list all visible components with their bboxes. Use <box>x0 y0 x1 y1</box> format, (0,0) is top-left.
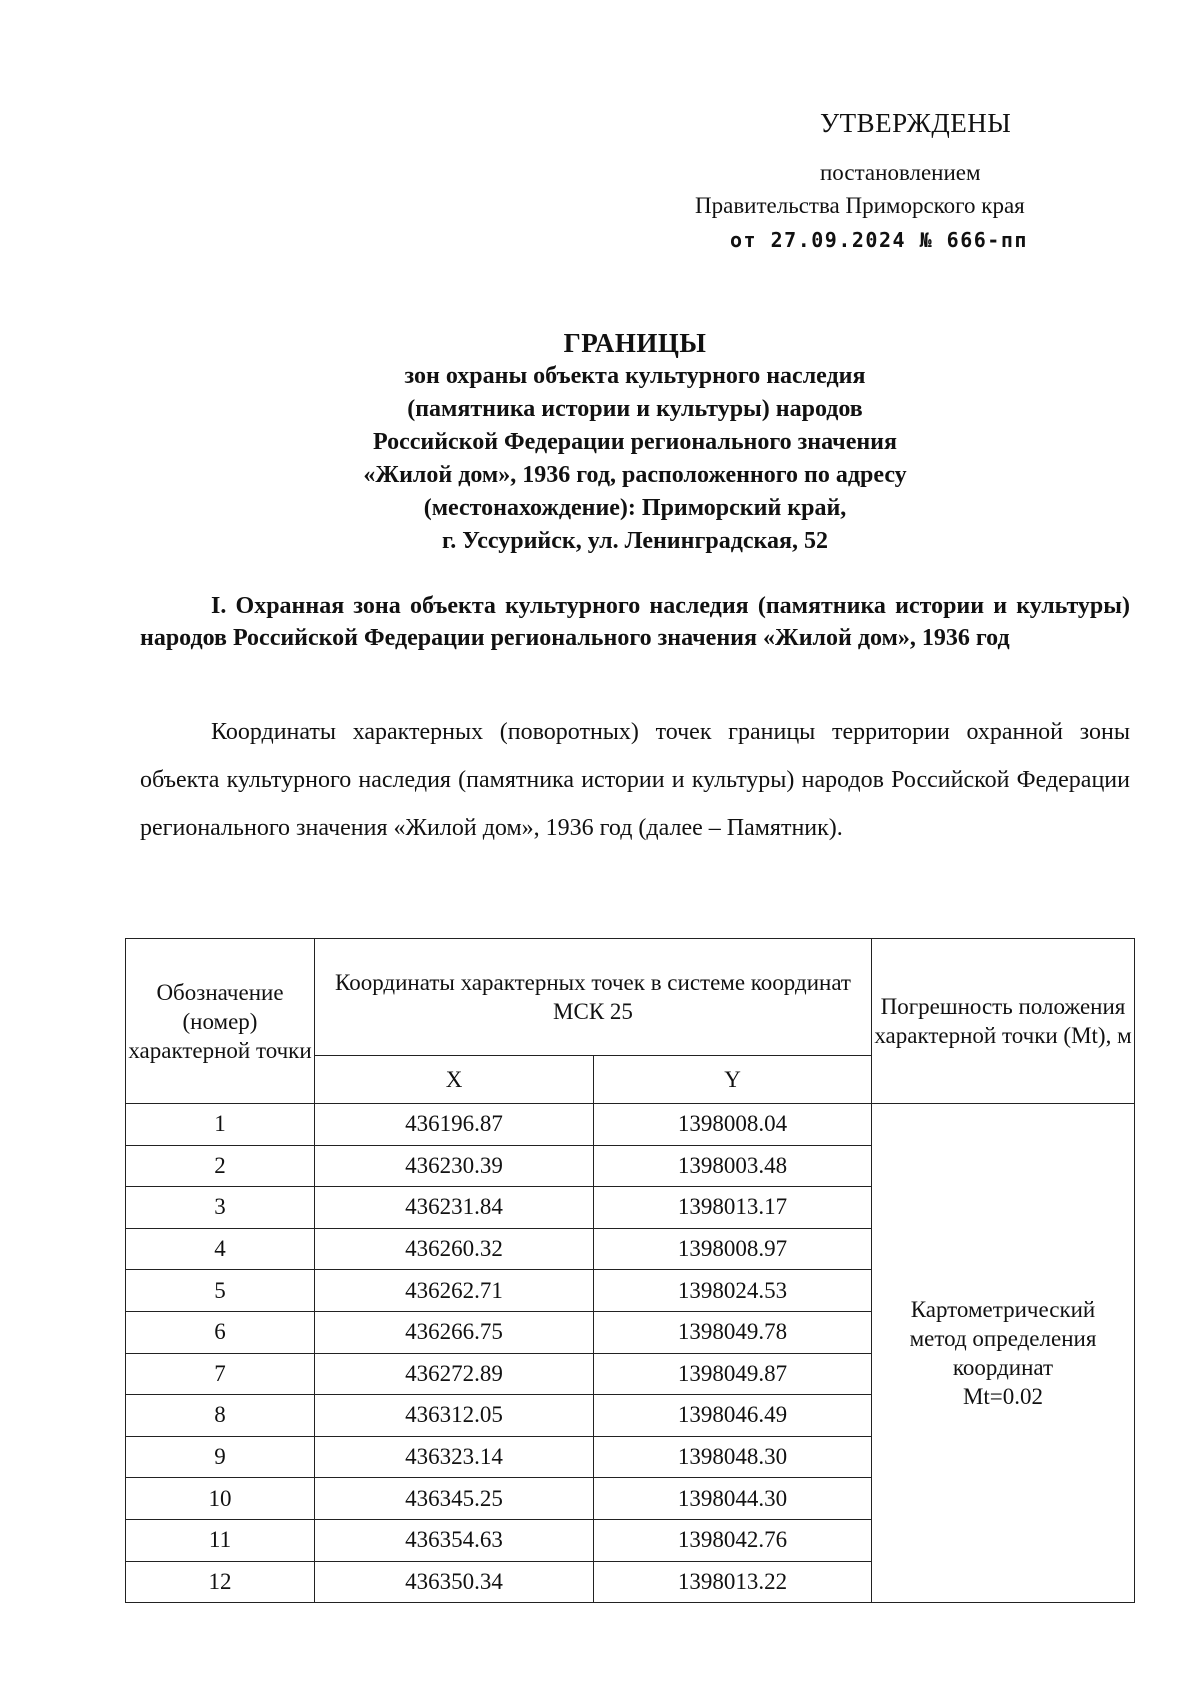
table-row <box>126 1104 1135 1146</box>
coord-x: 436350.34 <box>315 1561 594 1603</box>
approval-line-decree: постановлением <box>820 160 981 185</box>
coord-x: 436196.87 <box>315 1104 594 1146</box>
point-number: 12 <box>126 1561 315 1603</box>
coord-x: 436260.32 <box>315 1228 594 1270</box>
coord-y: 1398024.53 <box>594 1270 872 1312</box>
method-note-line: Картометрический <box>910 1297 1096 1323</box>
point-number: 10 <box>126 1478 315 1520</box>
approval-line-government: Правительства Приморского края <box>695 193 1025 218</box>
document-title: ГРАНИЦЫ <box>563 328 707 358</box>
header-y: Y <box>594 1056 872 1104</box>
heading-line: (местонахождение): Приморский край, <box>423 495 847 521</box>
header-x: X <box>315 1056 594 1104</box>
coord-y: 1398048.30 <box>594 1436 872 1478</box>
coord-y: 1398013.22 <box>594 1561 872 1603</box>
point-number: 3 <box>126 1187 315 1229</box>
method-note-line: координат <box>952 1355 1054 1381</box>
coord-x: 436354.63 <box>315 1519 594 1561</box>
coord-y: 1398003.48 <box>594 1145 872 1187</box>
body-paragraph: Координаты характерных (поворотных) точек границы территории охранной зоны объекта культурного наследия (памятника истории и культуры) народов Российской Федерации регионального значения «Жилой дом», 1936 год (далее – Памятник). <box>140 719 1130 841</box>
method-note-line: Mt=0.02 <box>962 1384 1044 1410</box>
point-number: 7 <box>126 1353 315 1395</box>
header-point-number: Обозначение (номер) характерной точки <box>126 939 315 1104</box>
heading-line: г. Уссурийск, ул. Ленинградская, 52 <box>442 528 828 554</box>
method-note-line: метод определения <box>909 1326 1097 1352</box>
coord-x: 436262.71 <box>315 1270 594 1312</box>
heading-line: зон охраны объекта культурного наследия <box>404 363 866 389</box>
point-number: 8 <box>126 1395 315 1437</box>
coord-x: 436312.05 <box>315 1395 594 1437</box>
heading-line: «Жилой дом», 1936 год, расположенного по адресу <box>363 462 907 488</box>
coord-y: 1398008.04 <box>594 1104 872 1146</box>
section-title: I. Охранная зона объекта культурного наследия (памятника истории и культуры) народов Российской Федерации регионального значения «Жилой дом», 1936 год <box>140 593 1130 651</box>
coord-y: 1398044.30 <box>594 1478 872 1520</box>
heading-line: Российской Федерации регионального значения <box>373 429 897 455</box>
coord-y: 1398008.97 <box>594 1228 872 1270</box>
point-number: 11 <box>126 1519 315 1561</box>
point-number: 9 <box>126 1436 315 1478</box>
coord-y: 1398013.17 <box>594 1187 872 1229</box>
header-error: Погрешность положения характерной точки (Mt), м <box>872 939 1135 1104</box>
point-number: 5 <box>126 1270 315 1312</box>
heading-line: (памятника истории и культуры) народов <box>407 396 863 422</box>
coord-y: 1398049.87 <box>594 1353 872 1395</box>
coord-y: 1398046.49 <box>594 1395 872 1437</box>
coord-x: 436266.75 <box>315 1311 594 1353</box>
point-number: 6 <box>126 1311 315 1353</box>
coord-x: 436231.84 <box>315 1187 594 1229</box>
point-number: 1 <box>126 1104 315 1146</box>
approval-line-date-number: от 27.09.2024 № 666-пп <box>730 228 1028 252</box>
coord-x: 436345.25 <box>315 1478 594 1520</box>
coord-y: 1398042.76 <box>594 1519 872 1561</box>
point-number: 4 <box>126 1228 315 1270</box>
document-heading <box>140 326 1130 558</box>
coord-x: 436272.89 <box>315 1353 594 1395</box>
coord-y: 1398049.78 <box>594 1311 872 1353</box>
coord-x: 436323.14 <box>315 1436 594 1478</box>
header-coordinates: Координаты характерных точек в системе координат МСК 25 <box>315 939 872 1056</box>
approval-title: УТВЕРЖДЕНЫ <box>820 108 1012 138</box>
point-number: 2 <box>126 1145 315 1187</box>
coordinates-table <box>125 938 1135 1603</box>
coord-x: 436230.39 <box>315 1145 594 1187</box>
method-note <box>872 1104 1135 1603</box>
